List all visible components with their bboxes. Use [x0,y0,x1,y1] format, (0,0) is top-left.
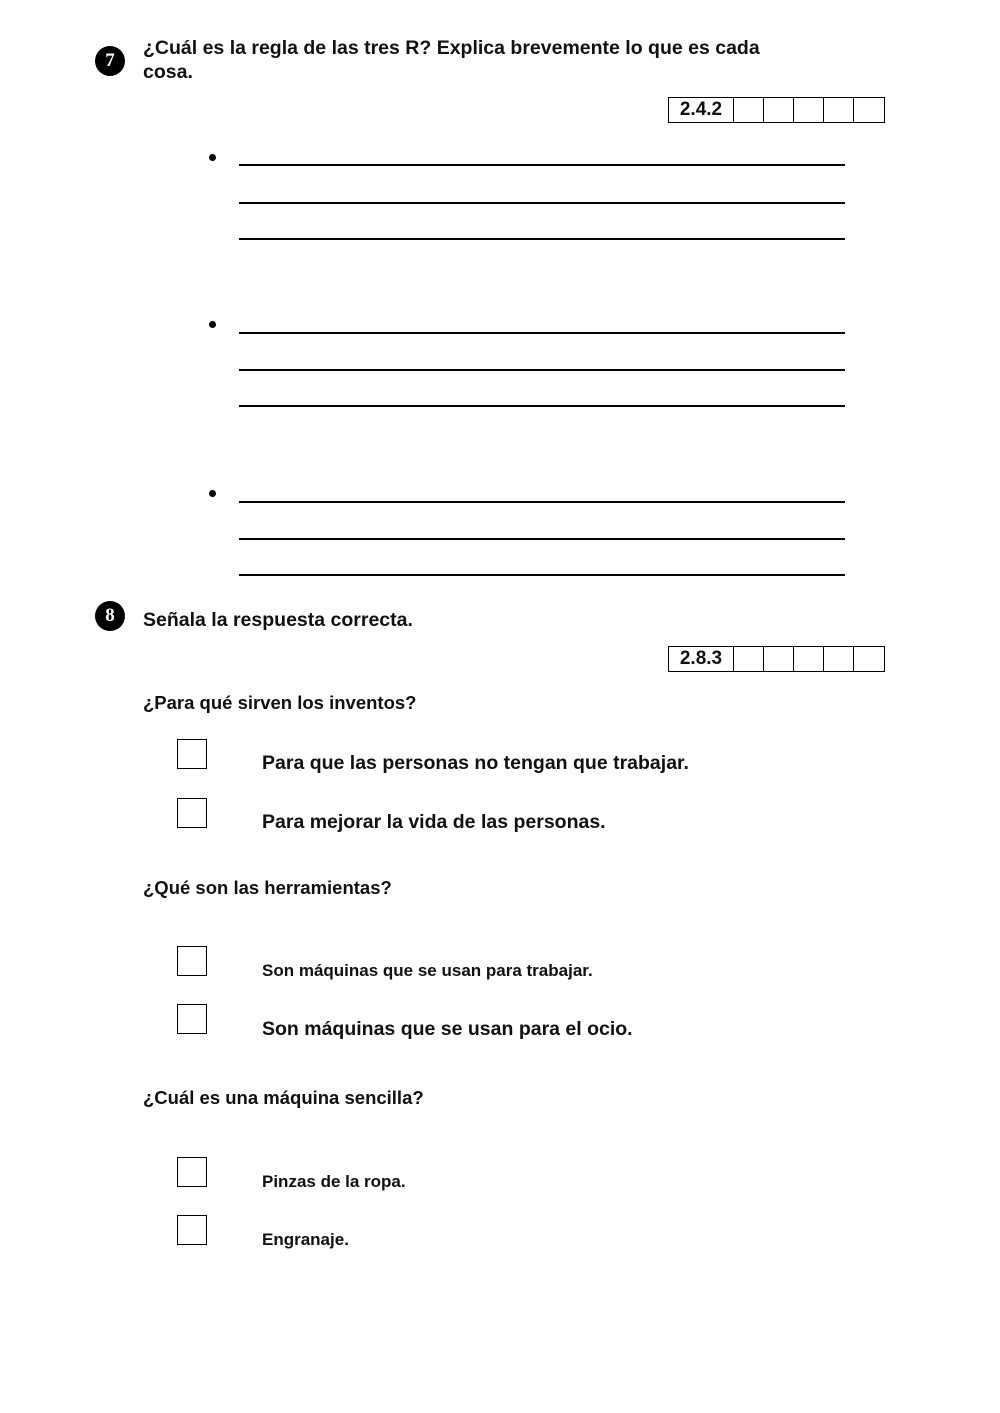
option-label: Para mejorar la vida de las personas. [262,811,606,833]
score-cell[interactable] [794,98,824,122]
option-label: Engranaje. [262,1230,349,1249]
checkbox-option-2[interactable] [177,798,207,828]
answer-line[interactable] [239,574,845,576]
option-label: Son máquinas que se usan para trabajar. [262,961,593,980]
answer-line[interactable] [239,369,845,371]
bullet-icon [209,490,216,497]
score-cell[interactable] [824,647,854,671]
answer-line[interactable] [239,202,845,204]
checkbox-option-2[interactable] [177,1004,207,1034]
bullet-icon [209,154,216,161]
answer-line[interactable] [239,332,845,334]
answer-line[interactable] [239,164,845,166]
answer-line[interactable] [239,501,845,503]
checkbox-option-2[interactable] [177,1215,207,1245]
score-cell[interactable] [764,647,794,671]
option-label: Pinzas de la ropa. [262,1172,406,1191]
answer-line[interactable] [239,238,845,240]
score-cell[interactable] [824,98,854,122]
checkbox-option-1[interactable] [177,946,207,976]
score-box-2-4-2 [668,97,885,123]
score-code: 2.8.3 [669,647,734,671]
question-7-text-line-2: cosa. [143,61,193,83]
answer-line[interactable] [239,538,845,540]
question-8-text: Señala la respuesta correcta. [143,609,413,631]
score-cell[interactable] [794,647,824,671]
checkbox-option-1[interactable] [177,739,207,769]
score-cell[interactable] [734,98,764,122]
bullet-icon [209,321,216,328]
score-cell[interactable] [854,647,884,671]
checkbox-option-1[interactable] [177,1157,207,1187]
score-cell[interactable] [764,98,794,122]
question-7-text [143,36,760,84]
score-cell[interactable] [854,98,884,122]
question-number-badge: 8 [95,601,125,631]
question-number-badge: 7 [95,46,125,76]
score-cell[interactable] [734,647,764,671]
answer-line[interactable] [239,405,845,407]
score-box-2-8-3 [668,646,885,672]
subquestion-inventos: ¿Para qué sirven los inventos? [143,692,417,713]
subquestion-herramientas: ¿Qué son las herramientas? [143,877,392,898]
option-label: Son máquinas que se usan para el ocio. [262,1018,633,1040]
question-7-text-line-1: ¿Cuál es la regla de las tres R? Explica brevemente lo que es cada [143,37,760,59]
subquestion-maquina-sencilla: ¿Cuál es una máquina sencilla? [143,1087,424,1108]
option-label: Para que las personas no tengan que trabajar. [262,752,689,774]
score-code: 2.4.2 [669,98,734,122]
